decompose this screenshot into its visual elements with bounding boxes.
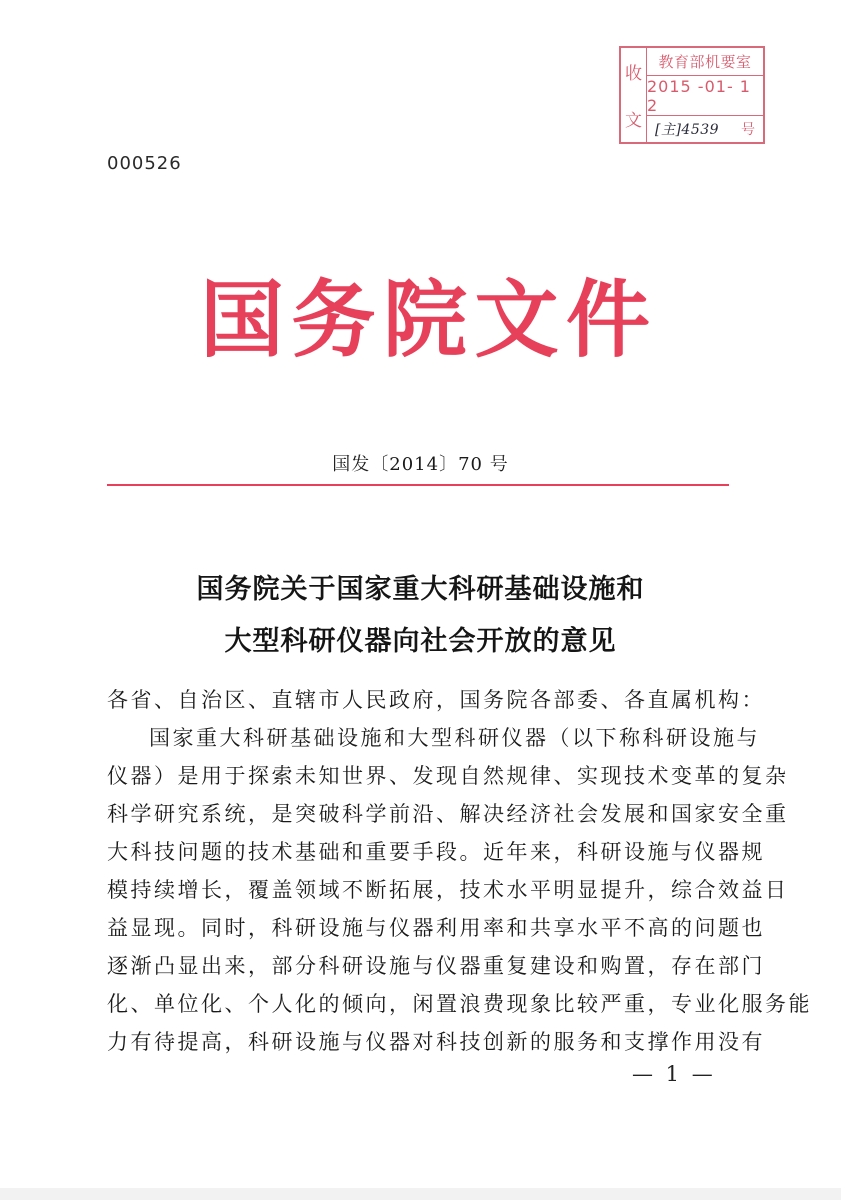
body-line-3: 科学研究系统，是突破科学前沿、解决经济社会发展和国家安全重	[107, 802, 789, 826]
document-title-line-1: 国务院关于国家重大科研基础设施和	[196, 574, 645, 605]
scan-edge	[0, 1188, 841, 1200]
document-serial-number: 000526	[107, 153, 182, 174]
stamp-handwritten-number: [主]4539	[655, 122, 720, 138]
masthead-char-5: 件	[565, 271, 650, 369]
address-line	[107, 681, 765, 719]
body-paragraph	[107, 719, 812, 1061]
masthead-char-4: 文	[474, 271, 559, 369]
body-line-2: 仪器）是用于探索未知世界、发现自然规律、实现技术变革的复杂	[107, 764, 789, 788]
body-line-6: 益显现。同时，科研设施与仪器利用率和共享水平不高的问题也	[107, 916, 765, 940]
masthead-char-1: 国	[200, 271, 285, 369]
stamp-side-label	[621, 48, 647, 142]
masthead-char-3: 院	[382, 271, 467, 369]
masthead-char-2: 务	[291, 271, 376, 369]
page-number: — 1 —	[632, 1062, 716, 1086]
masthead	[200, 270, 650, 370]
stamp-date: 2015 -01- 1 2	[647, 76, 763, 116]
red-divider-line	[107, 484, 729, 486]
document-title-line-2: 大型科研仪器向社会开放的意见	[224, 626, 617, 657]
stamp-number-row	[647, 116, 763, 142]
issue-number: 国发〔2014〕70 号	[332, 454, 509, 475]
stamp-number-suffix: 号	[741, 122, 755, 138]
stamp-side-char-1: 收	[625, 64, 642, 84]
body-line-9: 力有待提高，科研设施与仪器对科技创新的服务和支撑作用没有	[107, 1030, 765, 1054]
body-line-8: 化、单位化、个人化的倾向，闲置浪费现象比较严重，专业化服务能	[107, 992, 812, 1016]
stamp-side-char-2: 文	[625, 111, 642, 131]
body-line-1: 国家重大科研基础设施和大型科研仪器（以下称科研设施与	[149, 726, 760, 750]
body-line-7: 逐渐凸显出来，部分科研设施与仪器重复建设和购置，存在部门	[107, 954, 765, 978]
stamp-office: 教育部机要室	[647, 48, 763, 76]
body-line-5: 模持续增长，覆盖领域不断拓展，技术水平明显提升，综合效益日	[107, 878, 789, 902]
body-line-4: 大科技问题的技术基础和重要手段。近年来，科研设施与仪器规	[107, 840, 765, 864]
receipt-stamp	[619, 46, 765, 144]
address-text: 各省、自治区、直辖市人民政府，国务院各部委、各直属机构：	[107, 688, 765, 712]
